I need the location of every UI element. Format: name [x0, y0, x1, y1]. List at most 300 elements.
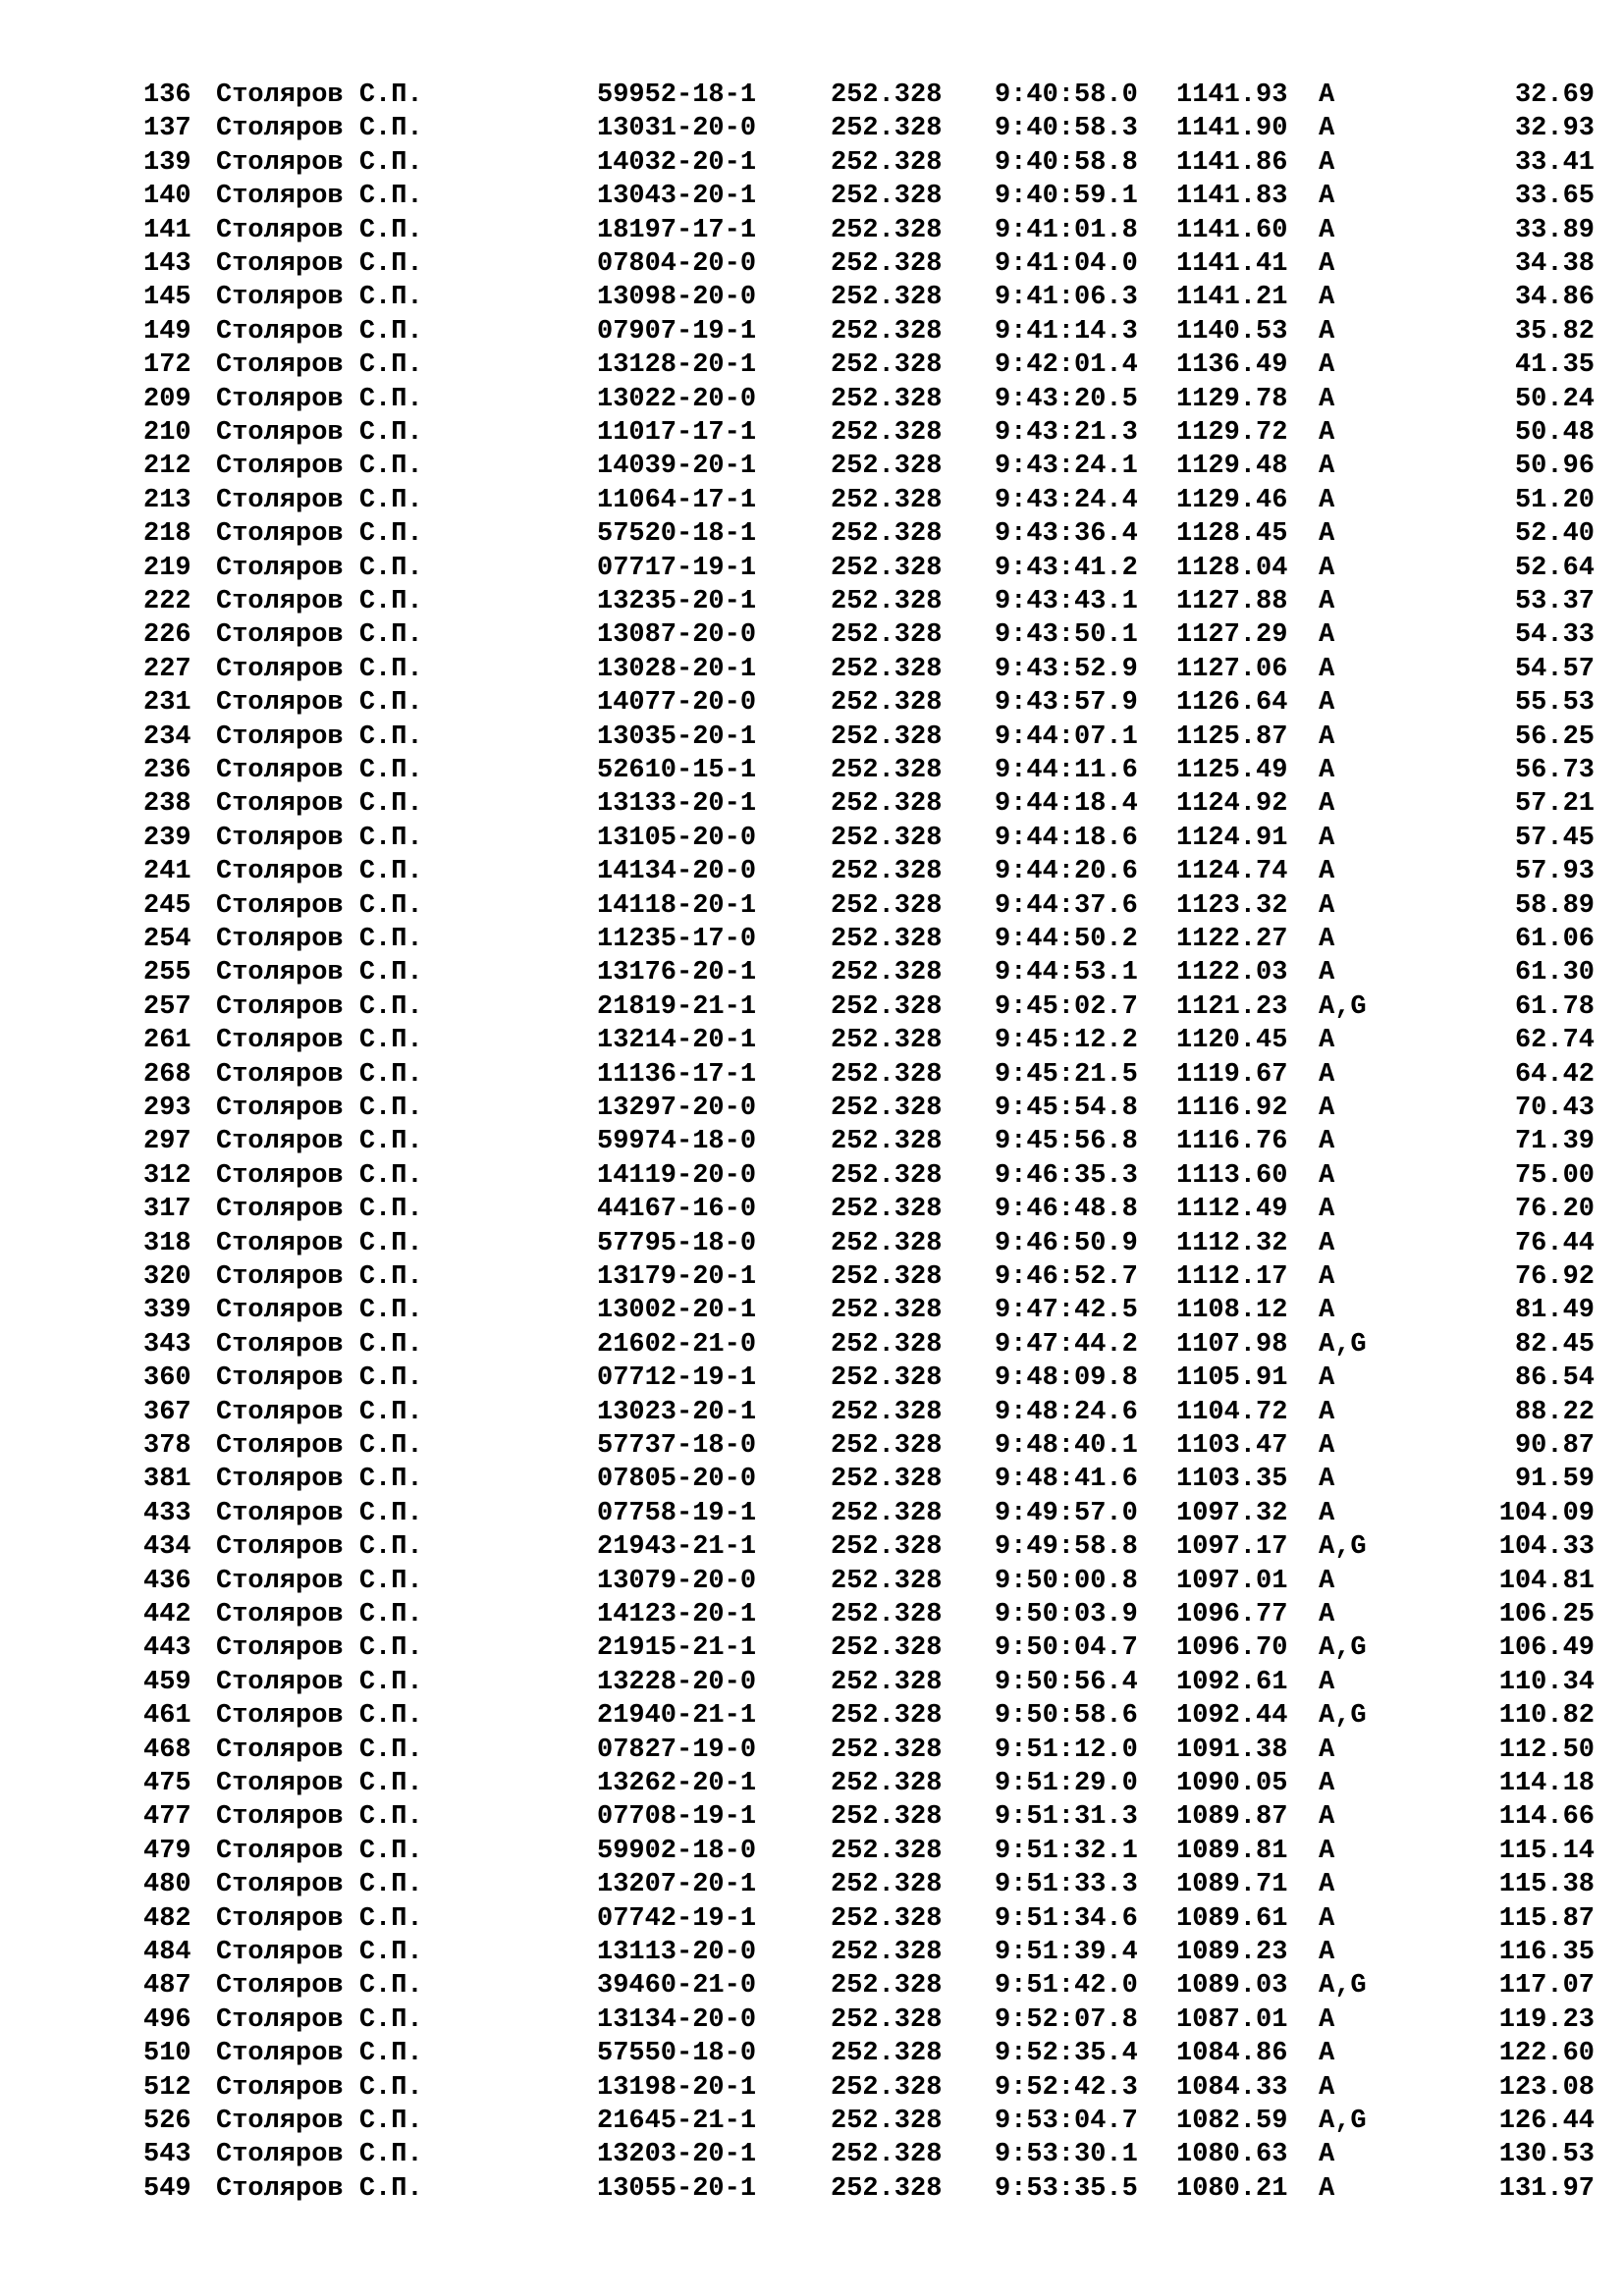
speed-value: 1089.03: [1176, 1971, 1288, 2002]
row-number: 312: [143, 1160, 191, 1191]
row-number: 219: [143, 553, 191, 583]
distance-value: 252.328: [831, 553, 943, 583]
row-number: 479: [143, 1836, 191, 1866]
competitor-name: Столяров С.П.: [216, 1870, 423, 1900]
coefficient-value: 115.87: [1498, 1903, 1595, 1934]
ring-id: 13134-20-0: [597, 2004, 757, 2035]
competitor-name: Столяров С.П.: [216, 1397, 423, 1427]
arrival-time: 9:51:32.1: [995, 1836, 1138, 1866]
distance-value: 252.328: [831, 1094, 943, 1123]
coefficient-value: 86.54: [1514, 1363, 1595, 1394]
flag-code: A: [1319, 1397, 1335, 1427]
speed-value: 1141.21: [1176, 283, 1288, 313]
row-number: 141: [143, 215, 191, 245]
speed-value: 1124.74: [1176, 857, 1288, 887]
arrival-time: 9:52:42.3: [995, 2072, 1138, 2103]
distance-value: 252.328: [831, 890, 943, 921]
ring-id: 13297-20-0: [597, 1094, 757, 1123]
speed-value: 1141.41: [1176, 249, 1288, 279]
table-row: [0, 1429, 1624, 1463]
competitor-name: Столяров С.П.: [216, 1667, 423, 1697]
row-number: 461: [143, 1701, 191, 1732]
speed-value: 1123.32: [1176, 890, 1288, 921]
ring-id: 59974-18-0: [597, 1127, 757, 1157]
speed-value: 1112.32: [1176, 1228, 1288, 1258]
competitor-name: Столяров С.П.: [216, 1059, 423, 1090]
arrival-time: 9:52:07.8: [995, 2004, 1138, 2035]
competitor-name: Столяров С.П.: [216, 1971, 423, 2002]
flag-code: A: [1319, 384, 1335, 414]
coefficient-value: 76.92: [1514, 1262, 1595, 1292]
competitor-name: Столяров С.П.: [216, 1532, 423, 1563]
competitor-name: Столяров С.П.: [216, 1026, 423, 1056]
arrival-time: 9:50:00.8: [995, 1566, 1138, 1596]
arrival-time: 9:45:02.7: [995, 991, 1138, 1022]
arrival-time: 9:47:42.5: [995, 1296, 1138, 1326]
flag-code: A: [1319, 1903, 1335, 1934]
flag-code: A: [1319, 1228, 1335, 1258]
distance-value: 252.328: [831, 1938, 943, 1967]
row-number: 459: [143, 1667, 191, 1697]
speed-value: 1108.12: [1176, 1296, 1288, 1326]
table-row: [0, 653, 1624, 686]
flag-code: A: [1319, 1769, 1335, 1798]
competitor-name: Столяров С.П.: [216, 1195, 423, 1225]
arrival-time: 9:43:24.1: [995, 452, 1138, 482]
arrival-time: 9:45:54.8: [995, 1094, 1138, 1123]
row-number: 549: [143, 2173, 191, 2204]
speed-value: 1107.98: [1176, 1329, 1288, 1360]
competitor-name: Столяров С.П.: [216, 2039, 423, 2069]
coefficient-value: 51.20: [1514, 485, 1595, 515]
row-number: 367: [143, 1397, 191, 1427]
flag-code: A: [1319, 1465, 1335, 1495]
table-row: [0, 1835, 1624, 1868]
competitor-name: Столяров С.П.: [216, 2140, 423, 2170]
speed-value: 1141.60: [1176, 215, 1288, 245]
row-number: 381: [143, 1465, 191, 1495]
flag-code: A: [1319, 1600, 1335, 1629]
flag-code: A: [1319, 1363, 1335, 1394]
arrival-time: 9:43:21.3: [995, 418, 1138, 448]
row-number: 137: [143, 114, 191, 144]
arrival-time: 9:43:50.1: [995, 620, 1138, 651]
flag-code: A: [1319, 1938, 1335, 1967]
speed-value: 1089.23: [1176, 1938, 1288, 1967]
speed-value: 1128.04: [1176, 553, 1288, 583]
coefficient-value: 56.73: [1514, 756, 1595, 785]
ring-id: 07907-19-1: [597, 316, 757, 347]
flag-code: A: [1319, 2072, 1335, 2103]
speed-value: 1127.88: [1176, 587, 1288, 616]
table-row: [0, 1565, 1624, 1598]
arrival-time: 9:43:52.9: [995, 654, 1138, 684]
distance-value: 252.328: [831, 1262, 943, 1292]
table-row: [0, 1734, 1624, 1767]
competitor-name: Столяров С.П.: [216, 1836, 423, 1866]
coefficient-value: 50.48: [1514, 418, 1595, 448]
competitor-name: Столяров С.П.: [216, 1431, 423, 1461]
competitor-name: Столяров С.П.: [216, 519, 423, 550]
table-row: [0, 686, 1624, 720]
distance-value: 252.328: [831, 1498, 943, 1528]
coefficient-value: 33.89: [1514, 215, 1595, 245]
table-row: [0, 281, 1624, 314]
ring-id: 11017-17-1: [597, 418, 757, 448]
row-number: 443: [143, 1633, 191, 1664]
ring-id: 07717-19-1: [597, 553, 757, 583]
row-number: 512: [143, 2072, 191, 2103]
distance-value: 252.328: [831, 620, 943, 651]
distance-value: 252.328: [831, 1127, 943, 1157]
flag-code: A: [1319, 688, 1335, 719]
speed-value: 1127.29: [1176, 620, 1288, 651]
distance-value: 252.328: [831, 1769, 943, 1798]
speed-value: 1141.93: [1176, 80, 1288, 110]
distance-value: 252.328: [831, 1701, 943, 1732]
coefficient-value: 90.87: [1514, 1431, 1595, 1461]
speed-value: 1084.33: [1176, 2072, 1288, 2103]
ring-id: 13113-20-0: [597, 1938, 757, 1967]
distance-value: 252.328: [831, 1329, 943, 1360]
coefficient-value: 119.23: [1498, 2004, 1595, 2035]
speed-value: 1092.61: [1176, 1667, 1288, 1697]
speed-value: 1089.87: [1176, 1802, 1288, 1833]
row-number: 210: [143, 418, 191, 448]
distance-value: 252.328: [831, 2004, 943, 2035]
competitor-name: Столяров С.П.: [216, 1296, 423, 1326]
distance-value: 252.328: [831, 114, 943, 144]
distance-value: 252.328: [831, 80, 943, 110]
table-row: [0, 1396, 1624, 1429]
ring-id: 13214-20-1: [597, 1026, 757, 1056]
coefficient-value: 81.49: [1514, 1296, 1595, 1326]
speed-value: 1097.01: [1176, 1566, 1288, 1596]
distance-value: 252.328: [831, 1059, 943, 1090]
arrival-time: 9:51:39.4: [995, 1938, 1138, 1967]
speed-value: 1124.92: [1176, 789, 1288, 820]
flag-code: A: [1319, 283, 1335, 313]
distance-value: 252.328: [831, 823, 943, 853]
distance-value: 252.328: [831, 519, 943, 550]
ring-id: 13235-20-1: [597, 587, 757, 616]
flag-code: A: [1319, 789, 1335, 820]
distance-value: 252.328: [831, 1296, 943, 1326]
ring-id: 14119-20-0: [597, 1160, 757, 1191]
speed-value: 1126.64: [1176, 688, 1288, 719]
competitor-name: Столяров С.П.: [216, 991, 423, 1022]
coefficient-value: 110.34: [1498, 1667, 1595, 1697]
ring-id: 57550-18-0: [597, 2039, 757, 2069]
ring-id: 13022-20-0: [597, 384, 757, 414]
arrival-time: 9:51:29.0: [995, 1769, 1138, 1798]
arrival-time: 9:53:30.1: [995, 2140, 1138, 2170]
competitor-name: Столяров С.П.: [216, 485, 423, 515]
coefficient-value: 123.08: [1498, 2072, 1595, 2103]
ring-id: 21819-21-1: [597, 991, 757, 1022]
arrival-time: 9:43:24.4: [995, 485, 1138, 515]
distance-value: 252.328: [831, 688, 943, 719]
speed-value: 1124.91: [1176, 823, 1288, 853]
ring-id: 13203-20-1: [597, 2140, 757, 2170]
row-number: 318: [143, 1228, 191, 1258]
distance-value: 252.328: [831, 1667, 943, 1697]
distance-value: 252.328: [831, 587, 943, 616]
row-number: 261: [143, 1026, 191, 1056]
competitor-name: Столяров С.П.: [216, 1262, 423, 1292]
table-row: [0, 1328, 1624, 1362]
table-row: [0, 180, 1624, 213]
speed-value: 1128.45: [1176, 519, 1288, 550]
speed-value: 1105.91: [1176, 1363, 1288, 1394]
arrival-time: 9:50:56.4: [995, 1667, 1138, 1697]
table-row: [0, 956, 1624, 989]
ring-id: 07708-19-1: [597, 1802, 757, 1833]
competitor-name: Столяров С.П.: [216, 2072, 423, 2103]
speed-value: 1120.45: [1176, 1026, 1288, 1056]
speed-value: 1097.32: [1176, 1498, 1288, 1528]
row-number: 218: [143, 519, 191, 550]
arrival-time: 9:51:31.3: [995, 1802, 1138, 1833]
ring-id: 07742-19-1: [597, 1903, 757, 1934]
ring-id: 21915-21-1: [597, 1633, 757, 1664]
coefficient-value: 130.53: [1498, 2140, 1595, 2170]
arrival-time: 9:45:12.2: [995, 1026, 1138, 1056]
competitor-name: Столяров С.П.: [216, 182, 423, 212]
coefficient-value: 41.35: [1514, 350, 1595, 381]
table-row: [0, 214, 1624, 247]
arrival-time: 9:50:04.7: [995, 1633, 1138, 1664]
arrival-time: 9:40:58.3: [995, 114, 1138, 144]
row-number: 339: [143, 1296, 191, 1326]
speed-value: 1140.53: [1176, 316, 1288, 347]
competitor-name: Столяров С.П.: [216, 283, 423, 313]
table-row: [0, 1159, 1624, 1193]
distance-value: 252.328: [831, 1228, 943, 1258]
speed-value: 1129.46: [1176, 485, 1288, 515]
table-row: [0, 315, 1624, 348]
row-number: 293: [143, 1094, 191, 1123]
flag-code: A: [1319, 1735, 1335, 1765]
row-number: 241: [143, 857, 191, 887]
ring-id: 13262-20-1: [597, 1769, 757, 1798]
competitor-name: Столяров С.П.: [216, 823, 423, 853]
arrival-time: 9:48:24.6: [995, 1397, 1138, 1427]
row-number: 136: [143, 80, 191, 110]
arrival-time: 9:47:44.2: [995, 1329, 1138, 1360]
flag-code: A: [1319, 1667, 1335, 1697]
table-row: [0, 1463, 1624, 1496]
ring-id: 59952-18-1: [597, 80, 757, 110]
competitor-name: Столяров С.П.: [216, 1903, 423, 1934]
table-row: [0, 348, 1624, 382]
table-row: [0, 1294, 1624, 1327]
row-number: 433: [143, 1498, 191, 1528]
table-row: [0, 1800, 1624, 1834]
flag-code: A: [1319, 1296, 1335, 1326]
arrival-time: 9:43:57.9: [995, 688, 1138, 719]
coefficient-value: 126.44: [1498, 2107, 1595, 2136]
coefficient-value: 104.33: [1498, 1532, 1595, 1563]
competitor-name: Столяров С.П.: [216, 1938, 423, 1967]
arrival-time: 9:53:35.5: [995, 2173, 1138, 2204]
row-number: 212: [143, 452, 191, 482]
ring-id: 18197-17-1: [597, 215, 757, 245]
speed-value: 1136.49: [1176, 350, 1288, 381]
coefficient-value: 33.65: [1514, 182, 1595, 212]
competitor-name: Столяров С.П.: [216, 553, 423, 583]
speed-value: 1090.05: [1176, 1769, 1288, 1798]
row-number: 257: [143, 991, 191, 1022]
row-number: 255: [143, 958, 191, 988]
distance-value: 252.328: [831, 1363, 943, 1394]
ring-id: 57520-18-1: [597, 519, 757, 550]
table-row: [0, 1362, 1624, 1395]
flag-code: A: [1319, 215, 1335, 245]
distance-value: 252.328: [831, 1195, 943, 1225]
ring-id: 13128-20-1: [597, 350, 757, 381]
flag-code: A: [1319, 1094, 1335, 1123]
arrival-time: 9:46:48.8: [995, 1195, 1138, 1225]
competitor-name: Столяров С.П.: [216, 756, 423, 785]
flag-code: A,G: [1319, 1633, 1367, 1664]
flag-code: A: [1319, 958, 1335, 988]
distance-value: 252.328: [831, 1026, 943, 1056]
distance-value: 252.328: [831, 1903, 943, 1934]
flag-code: A: [1319, 1566, 1335, 1596]
arrival-time: 9:44:07.1: [995, 721, 1138, 752]
arrival-time: 9:43:36.4: [995, 519, 1138, 550]
speed-value: 1104.72: [1176, 1397, 1288, 1427]
row-number: 268: [143, 1059, 191, 1090]
speed-value: 1096.70: [1176, 1633, 1288, 1664]
row-number: 149: [143, 316, 191, 347]
speed-value: 1097.17: [1176, 1532, 1288, 1563]
ring-id: 39460-21-0: [597, 1971, 757, 2002]
row-number: 482: [143, 1903, 191, 1934]
speed-value: 1112.49: [1176, 1195, 1288, 1225]
distance-value: 252.328: [831, 418, 943, 448]
speed-value: 1080.63: [1176, 2140, 1288, 2170]
row-number: 360: [143, 1363, 191, 1394]
table-row: [0, 2138, 1624, 2171]
row-number: 543: [143, 2140, 191, 2170]
competitor-name: Столяров С.П.: [216, 1094, 423, 1123]
row-number: 487: [143, 1971, 191, 2002]
distance-value: 252.328: [831, 215, 943, 245]
speed-value: 1092.44: [1176, 1701, 1288, 1732]
coefficient-value: 64.42: [1514, 1059, 1595, 1090]
table-row: [0, 1193, 1624, 1226]
competitor-name: Столяров С.П.: [216, 147, 423, 178]
table-row: [0, 2071, 1624, 2105]
flag-code: A: [1319, 925, 1335, 954]
flag-code: A: [1319, 1870, 1335, 1900]
competitor-name: Столяров С.П.: [216, 2004, 423, 2035]
coefficient-value: 57.93: [1514, 857, 1595, 887]
arrival-time: 9:44:11.6: [995, 756, 1138, 785]
distance-value: 252.328: [831, 721, 943, 752]
table-row: [0, 2003, 1624, 2037]
row-number: 231: [143, 688, 191, 719]
distance-value: 252.328: [831, 147, 943, 178]
speed-value: 1103.47: [1176, 1431, 1288, 1461]
table-row: [0, 146, 1624, 180]
table-row: [0, 1092, 1624, 1125]
flag-code: A,G: [1319, 991, 1367, 1022]
speed-value: 1125.87: [1176, 721, 1288, 752]
coefficient-value: 61.78: [1514, 991, 1595, 1022]
table-row: [0, 2105, 1624, 2138]
distance-value: 252.328: [831, 2140, 943, 2170]
arrival-time: 9:48:09.8: [995, 1363, 1138, 1394]
arrival-time: 9:40:58.8: [995, 147, 1138, 178]
coefficient-value: 110.82: [1498, 1701, 1595, 1732]
flag-code: A: [1319, 1836, 1335, 1866]
row-number: 238: [143, 789, 191, 820]
table-row: [0, 112, 1624, 145]
flag-code: A: [1319, 350, 1335, 381]
row-number: 297: [143, 1127, 191, 1157]
competitor-name: Столяров С.П.: [216, 1127, 423, 1157]
flag-code: A: [1319, 182, 1335, 212]
competitor-name: Столяров С.П.: [216, 857, 423, 887]
competitor-name: Столяров С.П.: [216, 620, 423, 651]
distance-value: 252.328: [831, 182, 943, 212]
arrival-time: 9:40:59.1: [995, 182, 1138, 212]
coefficient-value: 50.24: [1514, 384, 1595, 414]
distance-value: 252.328: [831, 756, 943, 785]
flag-code: A: [1319, 1026, 1335, 1056]
coefficient-value: 114.18: [1498, 1769, 1595, 1798]
coefficient-value: 104.81: [1498, 1566, 1595, 1596]
row-number: 234: [143, 721, 191, 752]
distance-value: 252.328: [831, 857, 943, 887]
distance-value: 252.328: [831, 2039, 943, 2069]
ring-id: 07827-19-0: [597, 1735, 757, 1765]
coefficient-value: 76.44: [1514, 1228, 1595, 1258]
table-row: [0, 1666, 1624, 1699]
arrival-time: 9:51:12.0: [995, 1735, 1138, 1765]
flag-code: A: [1319, 1059, 1335, 1090]
distance-value: 252.328: [831, 991, 943, 1022]
flag-code: A: [1319, 80, 1335, 110]
coefficient-value: 52.64: [1514, 553, 1595, 583]
competitor-name: Столяров С.П.: [216, 1769, 423, 1798]
coefficient-value: 55.53: [1514, 688, 1595, 719]
row-number: 227: [143, 654, 191, 684]
speed-value: 1122.03: [1176, 958, 1288, 988]
ring-id: 21940-21-1: [597, 1701, 757, 1732]
speed-value: 1119.67: [1176, 1059, 1288, 1090]
competitor-name: Столяров С.П.: [216, 2173, 423, 2204]
competitor-name: Столяров С.П.: [216, 1633, 423, 1664]
flag-code: A: [1319, 654, 1335, 684]
competitor-name: Столяров С.П.: [216, 721, 423, 752]
speed-value: 1087.01: [1176, 2004, 1288, 2035]
table-row: [0, 1767, 1624, 1800]
arrival-time: 9:50:03.9: [995, 1600, 1138, 1629]
ring-id: 57795-18-0: [597, 1228, 757, 1258]
competitor-name: Столяров С.П.: [216, 1701, 423, 1732]
row-number: 434: [143, 1532, 191, 1563]
row-number: 245: [143, 890, 191, 921]
ring-id: 13198-20-1: [597, 2072, 757, 2103]
table-row: [0, 1497, 1624, 1530]
table-row: [0, 787, 1624, 821]
ring-id: 13179-20-1: [597, 1262, 757, 1292]
speed-value: 1113.60: [1176, 1160, 1288, 1191]
